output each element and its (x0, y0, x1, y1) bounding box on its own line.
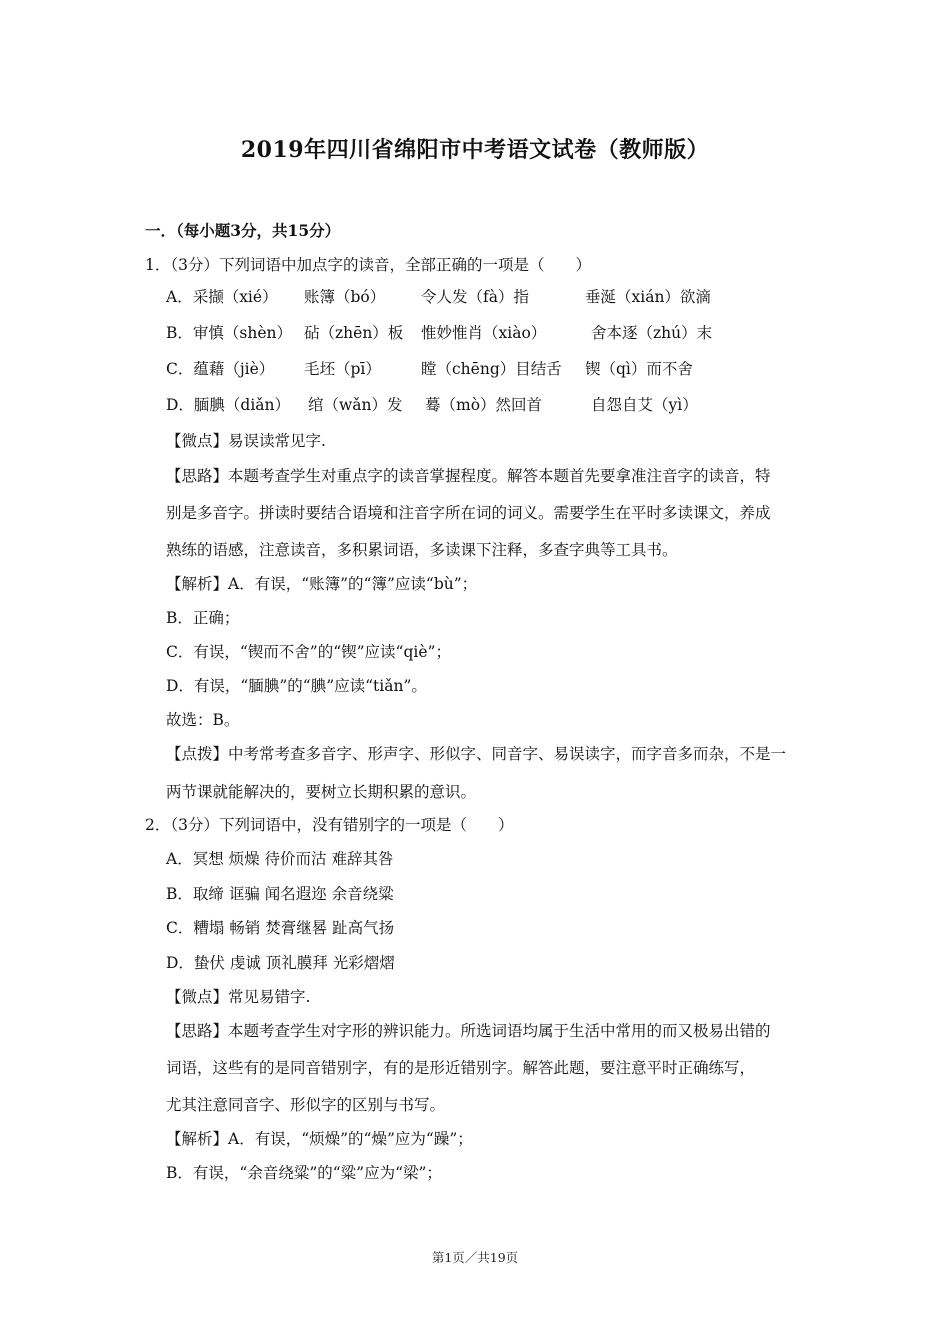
q2-stem: 2．（3分）下列词语中，没有错别字的一项是（ ） (145, 816, 514, 834)
q1-answer: 故选：B。 (166, 711, 240, 729)
q1-jiexi-c: C．有误，“锲而不舍”的“锲”应读“qiè”； (166, 643, 451, 661)
q2-option-d: D．蛰伏 虔诚 顶礼膜拜 光彩熠熠 (166, 954, 395, 972)
q1-dianbo-line-1: 【点拨】中考常考查多音字、形声字、形似字、同音字、易误读字，而字音多而杂，不是一 (166, 745, 787, 763)
q1-option-b-4: 舍本逐（zhú）末 (591, 324, 713, 342)
document-title: 2019年四川省绵阳市中考语文试卷（教师版） (240, 137, 710, 163)
q1-option-b-3: 惟妙惟肖（xiào） (421, 324, 547, 342)
q1-silu-line-2: 别是多音字。拼读时要结合语境和注音字所在词的词义。需要学生在平时多读课文，养成 (166, 504, 771, 522)
q1-option-d-2: 绾（wǎn）发 (308, 396, 403, 414)
q2-silu-line-3: 尤其注意同音字、形似字的区别与书写。 (166, 1096, 446, 1114)
q2-jiexi-b: B．有误，“余音绕粱”的“粱”应为“梁”； (166, 1164, 442, 1182)
q1-silu-line-1: 【思路】本题考查学生对重点字的读音掌握程度。解答本题首先要拿准注音字的读音，特 (166, 467, 771, 485)
q1-option-a-1: A．采撷（xié） (166, 288, 278, 306)
q2-jiexi-a: 【解析】A．有误，“烦燥”的“燥”应为“躁”； (166, 1130, 473, 1148)
q1-option-c-1: C．蕴藉（jiè） (166, 360, 275, 378)
q2-option-a: A．冥想 烦燥 待价而沽 难辞其咎 (166, 850, 394, 868)
section-heading: 一．（每小题3分，共15分） (145, 221, 341, 240)
q1-option-d-1: D．腼腆（diǎn） (166, 396, 291, 414)
page-footer: 第1页／共19页 (431, 1250, 519, 1265)
q1-weidian: 【微点】易误读常见字. (166, 432, 326, 450)
q1-option-c-2: 毛坯（pī） (304, 360, 381, 378)
q1-option-a-2: 账簿（bó） (304, 288, 386, 306)
q1-option-b-1: B．审慎（shèn） (166, 324, 292, 342)
q1-jiexi-d: D．有误，“腼腆”的“腆”应读“tiǎn”。 (166, 677, 427, 695)
q1-option-c-4: 锲（qì）而不舍 (585, 360, 693, 378)
q2-option-c: C．糟塌 畅销 焚膏继晷 趾高气扬 (166, 919, 395, 937)
q1-silu-line-3: 熟练的语感，注意读音，多积累词语，多读课下注释，多查字典等工具书。 (166, 541, 678, 559)
q1-stem: 1．（3分）下列词语中加点字的读音，全部正确的一项是（ ） (145, 256, 591, 274)
q1-option-d-3: 蓦（mò）然回首 (425, 396, 543, 414)
q2-silu-line-1: 【思路】本题考查学生对字形的辨识能力。所选词语均属于生活中常用的而又极易出错的 (166, 1022, 771, 1040)
q1-option-c-3: 瞠（chēng）目结舌 (421, 360, 562, 378)
q1-option-b-2: 砧（zhēn）板 (304, 324, 404, 342)
q1-jiexi-b: B．正确； (166, 609, 240, 627)
q2-option-b: B．取缔 诓骗 闻名遐迩 余音绕粱 (166, 885, 394, 903)
q2-silu-line-2: 词语，这些有的是同音错别字，有的是形近错别字。解答此题，要注意平时正确练写， (166, 1059, 756, 1077)
q2-weidian: 【微点】常见易错字. (166, 988, 311, 1006)
q1-jiexi-a: 【解析】A．有误，“账簿”的“簿”应读“bù”； (166, 575, 478, 593)
q1-option-a-4: 垂涎（xián）欲滴 (585, 288, 711, 306)
q1-dianbo-line-2: 两节课就能解决的，要树立长期积累的意识。 (166, 783, 477, 801)
q1-option-d-4: 自怨自艾（yì） (591, 396, 698, 414)
q1-option-a-3: 令人发（fà）指 (421, 288, 529, 306)
